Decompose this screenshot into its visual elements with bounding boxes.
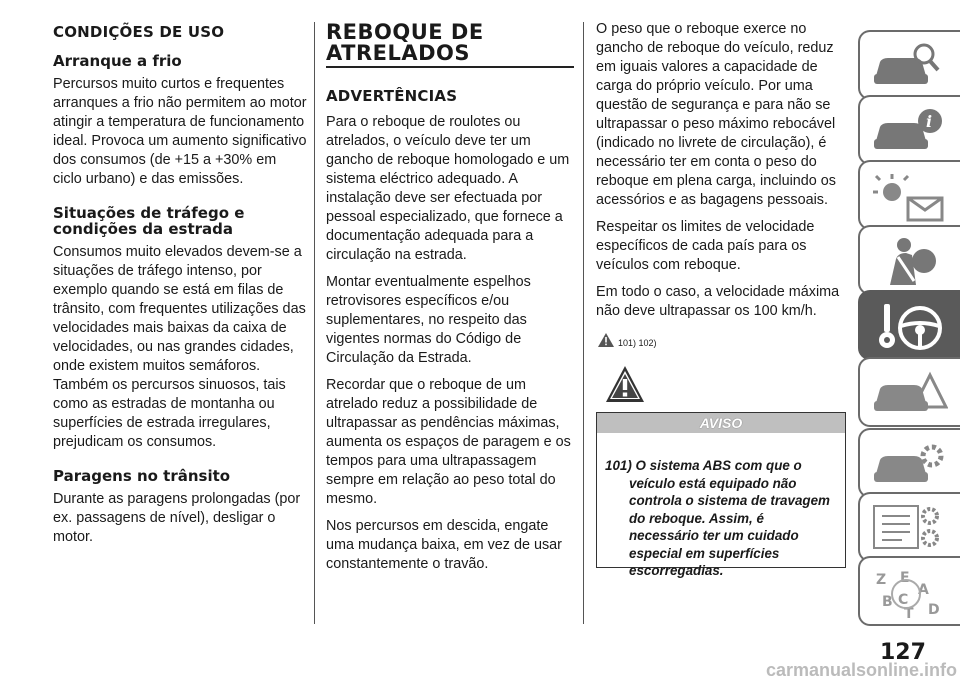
warning-note-number: 101)	[605, 458, 632, 473]
tab-index[interactable]	[858, 556, 960, 626]
column-2	[326, 20, 578, 582]
paragraph: Respeitar os limites de velocidade específicos de cada país para os veículos com reboque.	[596, 219, 815, 273]
chapter-heading: REBOQUE DE ATRELADOS	[326, 20, 484, 65]
tab-car-search[interactable]	[858, 30, 960, 100]
index-letter: Z	[876, 572, 887, 588]
index-letters-icon	[870, 566, 948, 622]
section-title: CONDIÇÕES DE USO	[53, 23, 225, 41]
page-number: 127	[880, 640, 926, 665]
paragraph: Nos percursos em descida, engate uma mudança baixa, em vez de usar constantemente o travão.	[326, 518, 562, 572]
heading-rule	[326, 66, 574, 68]
warning-lights-message-icon	[870, 170, 948, 222]
warning-note-first-line: O sistema ABS com que o	[635, 458, 802, 473]
tab-starting-driving[interactable]	[858, 290, 960, 360]
tab-maintenance[interactable]	[858, 428, 960, 498]
tab-car-info[interactable]	[858, 95, 960, 165]
column-divider	[583, 22, 584, 624]
warning-reference-numbers: 101) 102)	[618, 338, 657, 348]
tab-warning-lights[interactable]	[858, 160, 960, 230]
column-3	[596, 20, 846, 351]
index-letter: B	[882, 594, 893, 610]
car-info-icon	[870, 105, 948, 157]
warnings-heading: ADVERTÊNCIAS	[326, 87, 458, 105]
paragraph: Percursos muito curtos e frequentes arranques a frio não permitem ao motor atingir a temperatura de funcionamento ideal. Provoca um aumento significativo dos consumos (de +15 a +30% em ciclo urbano) e das emissões.	[53, 76, 307, 187]
warning-triangle-icon	[598, 333, 614, 347]
warning-box	[596, 412, 846, 578]
warning-box-header: AVISO	[597, 413, 845, 433]
chapter-sidebar	[858, 0, 960, 686]
warning-reference	[598, 329, 846, 351]
index-letter: E	[900, 570, 910, 586]
column-divider	[314, 22, 315, 624]
warning-note	[597, 433, 845, 580]
subsection-heading: Arranque a frio	[53, 52, 182, 70]
index-letter: C	[898, 592, 909, 608]
paragraph: Para o reboque de roulotes ou atrelados, o veículo deve ter um gancho de reboque homologado e um sistema eléctrico adequado. A instalação deve ser efectuada por pessoal especializado, que fornece a documentação adequada para a circulação na estrada.	[326, 114, 570, 263]
paragraph: Durante as paragens prolongadas (por ex. passagens de nível), desligar o motor.	[53, 491, 301, 545]
tab-emergency[interactable]	[858, 357, 960, 427]
index-letter: A	[918, 582, 929, 598]
car-service-icon	[870, 438, 948, 490]
warning-note-text: veículo está equipado não controla o sistema de travagem do reboque. Assim, é necessário ter um cuidado especial em superfícies escorregadias.	[629, 475, 830, 578]
subsection-heading: Paragens no trânsito	[53, 467, 231, 485]
column-1	[53, 20, 307, 555]
paragraph: Montar eventualmente espelhos retrovisores específicos e/ou suplementares, no respeito das vigentes normas do Código de Circulação da Estrada.	[326, 274, 531, 366]
tab-airbag-safety[interactable]	[858, 225, 960, 295]
car-search-icon	[870, 40, 948, 92]
watermark: carmanualsonline.info	[766, 660, 958, 680]
warning-triangle-icon	[605, 365, 645, 403]
index-letter: T	[904, 606, 914, 622]
paragraph: Em todo o caso, a velocidade máxima não deve ultrapassar os 100 km/h.	[596, 284, 840, 319]
airbag-safety-icon	[870, 235, 948, 287]
svg-text:i: i	[926, 112, 933, 131]
key-steering-wheel-icon	[870, 300, 948, 352]
paragraph: Consumos muito elevados devem-se a situações de tráfego intenso, por exemplo quando se está em filas de trânsito, com frequentes utilizações das velocidades mais baixas da caixa de velocidades, ou nas grandes cidades, onde existem muitos semáforos. Também os percursos sinuosos, tais como as estradas de montanha ou superfícies de estrada irregulares, prejudicam os consumos.	[53, 244, 306, 450]
paragraph: Recordar que o reboque de um atrelado reduz a possibilidade de ultrapassar as pendências máximas, aumenta os espaços de paragem e os tempos para uma ultrapassagem sempre em relação ao peso total do mesmo.	[326, 377, 571, 507]
index-letter: D	[928, 602, 940, 618]
technical-data-icon	[870, 502, 948, 554]
paragraph: O peso que o reboque exerce no gancho de reboque do veículo, reduz em iguais valores a capacidade de carga do próprio veículo. Por uma questão de segurança e para não se ultrapassar o peso máximo rebocável (indicado no livrete de circulação), é necessário ter em conta o peso do reboque em plena carga, incluindo os acessórios e as bagagens pessoais.	[596, 21, 837, 208]
tab-technical-data[interactable]	[858, 492, 960, 562]
subsection-heading: Situações de tráfego e condições da estrada	[53, 204, 245, 238]
car-warning-triangle-icon	[870, 367, 948, 419]
